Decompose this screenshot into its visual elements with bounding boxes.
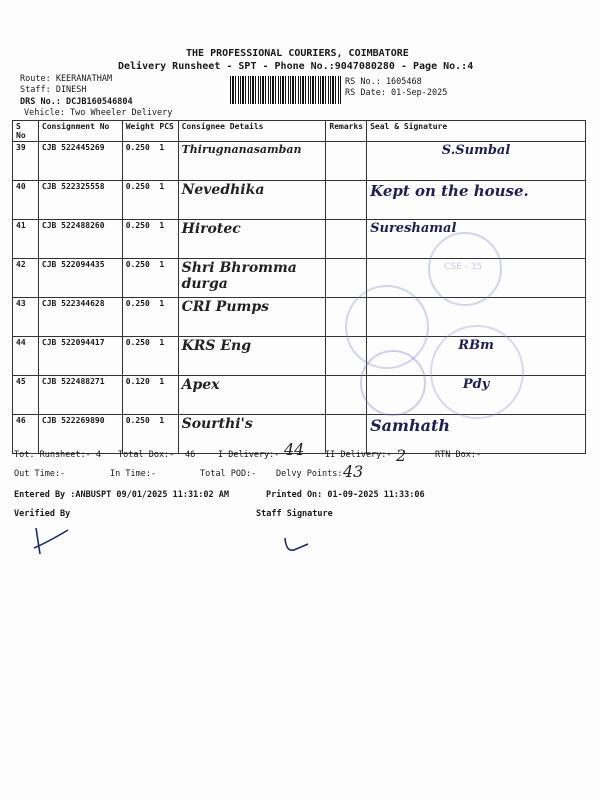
- table-row: [13, 181, 586, 220]
- row-pcs: 1: [159, 260, 165, 269]
- in-time-label: In Time:-: [110, 469, 157, 479]
- row-consignment: CJB 522094417: [38, 337, 122, 376]
- row-consignee: CRI Pumps: [178, 298, 326, 337]
- row-weight-pcs: [122, 376, 178, 415]
- row-sno: 45: [13, 376, 39, 415]
- total-dox-value: 46: [185, 450, 196, 460]
- staff-signature-label: Staff Signature: [256, 509, 333, 519]
- row-sno: 46: [13, 415, 39, 454]
- printed-on: Printed On: 01-09-2025 11:33:06: [266, 490, 425, 500]
- row-consignment: CJB 522344628: [38, 298, 122, 337]
- row-consignee: KRS Eng: [178, 337, 326, 376]
- row-consignment: CJB 522094435: [38, 259, 122, 298]
- tot-runsheet: Tot. Runsheet:- 4: [14, 450, 101, 460]
- row-weight: 0.250: [125, 143, 150, 152]
- col-weight-pcs: Weight PCS: [122, 121, 178, 142]
- col-consignee: Consignee Details: [178, 121, 326, 142]
- row-pcs: 1: [159, 182, 165, 191]
- verified-by-label: Verified By: [14, 509, 71, 519]
- row-weight-pcs: [122, 259, 178, 298]
- row-remarks: [326, 142, 367, 181]
- row-remarks: [326, 220, 367, 259]
- drs-number: DRS No.: DCJB160546804: [20, 97, 133, 107]
- i-delivery-value: 44: [284, 440, 305, 459]
- row-remarks: [326, 415, 367, 454]
- row-remarks: [326, 259, 367, 298]
- total-pod-label: Total POD:-: [200, 469, 257, 479]
- row-weight-pcs: [122, 298, 178, 337]
- row-consignment: CJB 522269890: [38, 415, 122, 454]
- row-sno: 43: [13, 298, 39, 337]
- col-consignment: Consignment No: [38, 121, 122, 142]
- row-remarks: [326, 181, 367, 220]
- company-stamp: [430, 325, 524, 419]
- row-pcs: 1: [159, 143, 165, 152]
- runsheet-subtitle: Delivery Runsheet - SPT - Phone No.:9047080280 - Page No.:4: [118, 61, 474, 72]
- row-pcs: 1: [159, 416, 165, 425]
- col-sno: S No: [13, 121, 39, 142]
- ii-delivery-value: 2: [396, 446, 407, 465]
- staff-label: Staff: DINESH: [20, 85, 87, 95]
- row-signature: Sureshamal: [367, 220, 586, 259]
- row-weight-pcs: [122, 142, 178, 181]
- company-stamp: [428, 232, 502, 306]
- row-pcs: 1: [159, 221, 165, 230]
- stamp-label: CSE - 35: [444, 262, 483, 272]
- route-label: Route: KEERANATHAM: [20, 74, 113, 84]
- row-consignee: Thirugnanasamban: [178, 142, 326, 181]
- row-sno: 44: [13, 337, 39, 376]
- vehicle-label: Vehicle: Two Wheeler Delivery: [24, 108, 173, 118]
- total-dox-label: Total Dox:-: [118, 450, 175, 460]
- row-consignee: Sourthi's: [178, 415, 326, 454]
- row-signature: S.Sumbal: [367, 142, 586, 181]
- company-title: THE PROFESSIONAL COURIERS, COIMBATORE: [186, 48, 409, 59]
- row-weight: 0.250: [125, 260, 150, 269]
- row-consignment: CJB 522488271: [38, 376, 122, 415]
- verifier-signature-mark: [28, 524, 72, 558]
- row-weight: 0.250: [125, 221, 150, 230]
- row-weight: 0.250: [125, 416, 150, 425]
- row-sno: 40: [13, 181, 39, 220]
- row-pcs: 1: [159, 377, 165, 386]
- staff-signature-mark: [280, 536, 314, 556]
- row-weight-pcs: [122, 220, 178, 259]
- row-weight: 0.250: [125, 338, 150, 347]
- row-consignment: CJB 522445269: [38, 142, 122, 181]
- row-weight-pcs: [122, 337, 178, 376]
- col-remarks: Remarks: [326, 121, 367, 142]
- table-row: [13, 142, 586, 181]
- row-sno: 39: [13, 142, 39, 181]
- rs-date: RS Date: 01-Sep-2025: [345, 88, 448, 98]
- row-consignment: CJB 522488260: [38, 220, 122, 259]
- delvy-points-label: Delvy Points:-: [276, 469, 348, 479]
- rtn-dox-label: RTN Dox:-: [435, 450, 482, 460]
- entered-by: Entered By :ANBUSPT 09/01/2025 11:31:02 AM: [14, 490, 229, 500]
- company-stamp: [360, 350, 426, 416]
- row-weight: 0.250: [125, 299, 150, 308]
- row-consignee: Apex: [178, 376, 326, 415]
- ii-delivery-label: II Delivery:-: [325, 450, 392, 460]
- row-pcs: 1: [159, 338, 165, 347]
- row-consignee: Hirotec: [178, 220, 326, 259]
- row-weight: 0.120: [125, 377, 150, 386]
- table-header: [13, 121, 586, 142]
- table-row: [13, 220, 586, 259]
- row-consignee: Nevedhika: [178, 181, 326, 220]
- row-weight-pcs: [122, 181, 178, 220]
- row-consignment: CJB 522325558: [38, 181, 122, 220]
- barcode: [230, 76, 342, 104]
- row-signature: Samhath: [367, 415, 586, 454]
- col-seal-signature: Seal & Signature: [367, 121, 586, 142]
- row-sno: 42: [13, 259, 39, 298]
- row-signature: Kept on the house.: [367, 181, 586, 220]
- row-sno: 41: [13, 220, 39, 259]
- row-consignee: Shri Bhromma durga: [178, 259, 326, 298]
- out-time-label: Out Time:-: [14, 469, 66, 479]
- row-signature: Pdy: [367, 376, 586, 415]
- rs-number: RS No.: 1605468: [345, 77, 422, 87]
- delvy-points-value: 43: [343, 462, 364, 481]
- i-delivery-label: I Delivery:-: [218, 450, 280, 460]
- row-weight: 0.250: [125, 182, 150, 191]
- row-signature: RBm: [367, 337, 586, 376]
- row-weight-pcs: [122, 415, 178, 454]
- row-pcs: 1: [159, 299, 165, 308]
